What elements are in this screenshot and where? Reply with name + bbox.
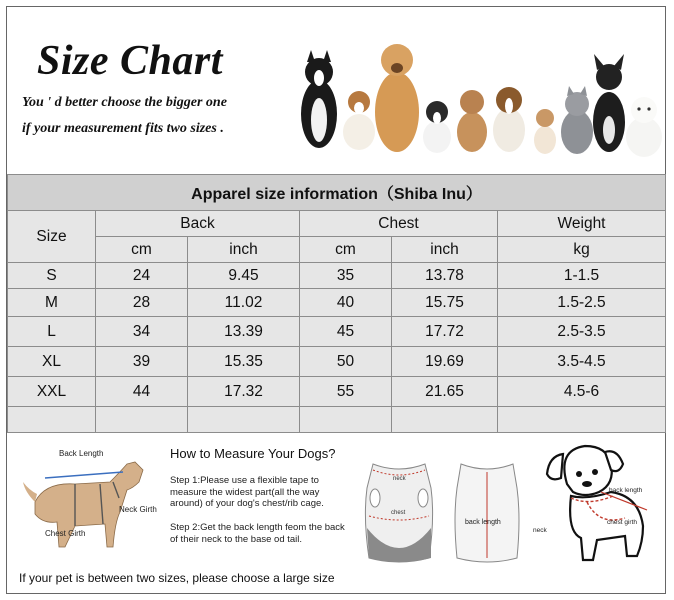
pet-beagle [493, 87, 525, 152]
table-row [8, 347, 666, 377]
weight-cell: 2.5-3.5 [498, 317, 666, 347]
back-cm-unit: cm [96, 237, 188, 263]
chest-inch-unit: inch [392, 237, 498, 263]
cartoon-chest-girth-label: chest girth [607, 519, 637, 526]
chest-inch-cell: 19.69 [392, 347, 498, 377]
pet-grey-cat [561, 86, 593, 154]
back-cm-cell: 34 [96, 317, 188, 347]
pet-small-dog [423, 101, 451, 153]
cartoon-neck-label: neck [533, 527, 547, 534]
measure-title: How to Measure Your Dogs? [170, 446, 336, 461]
pet-french-bulldog [593, 54, 625, 152]
back-inch-cell: 13.39 [188, 317, 300, 347]
empty-cell [300, 407, 392, 433]
back-cm-cell: 39 [96, 347, 188, 377]
back-inch-unit: inch [188, 237, 300, 263]
chest-header: Chest [300, 211, 498, 237]
empty-cell [392, 407, 498, 433]
cartoon-back-length-label: back length [609, 487, 643, 494]
back-inch-cell: 17.32 [188, 377, 300, 407]
cartoon-dog-illustration [527, 440, 663, 570]
garment-back-length-label: back length [465, 519, 501, 526]
table-row [8, 317, 666, 347]
size-cell: XL [8, 347, 96, 377]
weight-kg-unit: kg [498, 237, 666, 263]
table-row [8, 289, 666, 317]
pet-border-collie [301, 50, 337, 148]
table-row-empty [8, 407, 666, 433]
pet-jack-russell [343, 91, 375, 150]
back-cm-cell: 28 [96, 289, 188, 317]
chest-cm-cell: 40 [300, 289, 392, 317]
empty-cell [96, 407, 188, 433]
pet-golden-retriever [375, 44, 419, 152]
size-table [7, 174, 666, 433]
table-title: Apparel size information（Shiba Inu） [8, 175, 666, 211]
pet-chihuahua [534, 109, 556, 154]
size-cell: M [8, 289, 96, 317]
weight-cell: 4.5-6 [498, 377, 666, 407]
empty-cell [8, 407, 96, 433]
weight-cell: 3.5-4.5 [498, 347, 666, 377]
back-inch-cell: 9.45 [188, 263, 300, 289]
table-row [8, 377, 666, 407]
chest-cm-cell: 55 [300, 377, 392, 407]
chest-cm-cell: 45 [300, 317, 392, 347]
weight-cell: 1-1.5 [498, 263, 666, 289]
chest-cm-cell: 50 [300, 347, 392, 377]
size-cell: S [8, 263, 96, 289]
empty-cell [498, 407, 666, 433]
garment-neck-label: neck [393, 476, 406, 482]
size-header: Size [8, 211, 96, 263]
garment-chest-label: chest [391, 510, 406, 516]
back-cm-cell: 44 [96, 377, 188, 407]
pet-white-cat [626, 97, 662, 157]
back-inch-cell: 11.02 [188, 289, 300, 317]
size-cell: L [8, 317, 96, 347]
back-cm-cell: 24 [96, 263, 188, 289]
dog-chest-girth-label: Chest Girth [45, 529, 86, 538]
size-cell: XXL [8, 377, 96, 407]
weight-header: Weight [498, 211, 666, 237]
measure-step-2: Step 2:Get the back length feom the back of their neck to the base od tail. [170, 522, 345, 545]
pet-tan-dog [457, 90, 487, 152]
empty-cell [188, 407, 300, 433]
measure-section [7, 434, 665, 594]
header-banner [7, 7, 665, 172]
chest-cm-cell: 35 [300, 263, 392, 289]
weight-cell: 1.5-2.5 [498, 289, 666, 317]
chest-inch-cell: 17.72 [392, 317, 498, 347]
dog-measurement-illustration [15, 442, 165, 562]
measure-step-1: Step 1:Please use a flexible tape to measure the widest part(all the way around) of your dog's chest/rib cage. [170, 475, 324, 509]
tip-line-1: You ' d better choose the bigger one [22, 95, 227, 110]
chest-cm-unit: cm [300, 237, 392, 263]
pets-group-illustration [287, 32, 665, 162]
garment-front-illustration [359, 458, 439, 568]
chest-inch-cell: 15.75 [392, 289, 498, 317]
back-inch-cell: 15.35 [188, 347, 300, 377]
back-header: Back [96, 211, 300, 237]
dog-neck-girth-label: Neck Girth [119, 505, 157, 514]
table-row [8, 263, 666, 289]
chest-inch-cell: 21.65 [392, 377, 498, 407]
dog-back-length-label: Back Length [59, 449, 104, 458]
garment-back-illustration [447, 458, 527, 568]
size-advice-note: If your pet is between two sizes, please choose a large size [19, 571, 335, 585]
tip-line-2: if your measurement fits two sizes . [22, 121, 224, 136]
page-title: Size Chart [37, 38, 223, 84]
chest-inch-cell: 13.78 [392, 263, 498, 289]
